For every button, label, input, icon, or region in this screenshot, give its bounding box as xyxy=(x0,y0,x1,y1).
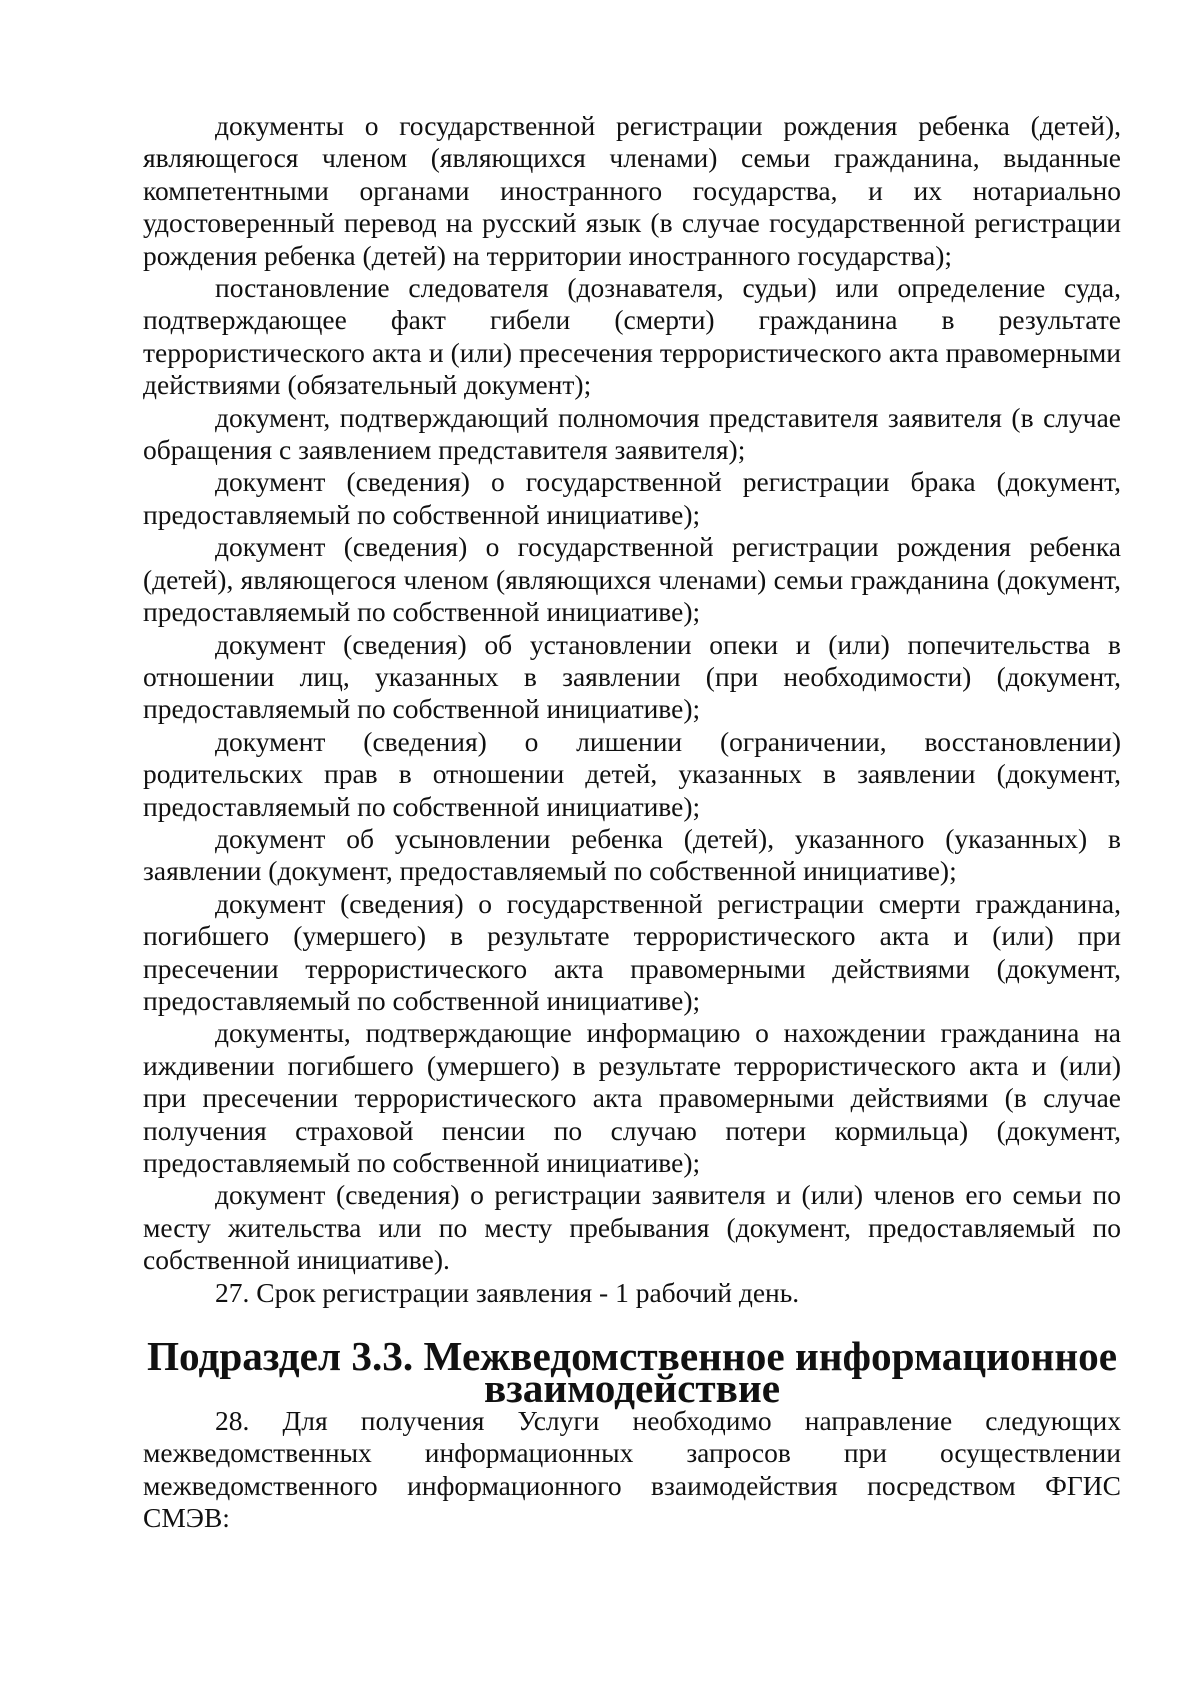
paragraph: документ (сведения) о государственной регистрации брака (документ, предоставляемый по собственной инициативе); xyxy=(143,466,1121,530)
paragraph: документ (сведения) о регистрации заявителя и (или) членов его семьи по месту жительства или по месту пребывания (документ, предоставляемый по собственной инициативе). xyxy=(143,1179,1121,1276)
paragraph: документы, подтверждающие информацию о нахождении гражданина на иждивении погибшего (умершего) в результате террористического акта и (или) при пресечении террористического акта правомерными действиями (в случае получения страховой пенсии по случаю потери кормильца) (документ, предоставляемый по собственной инициативе); xyxy=(143,1017,1121,1178)
paragraph: документ (сведения) о лишении (ограничении, восстановлении) родительских прав в отношении детей, указанных в заявлении (документ, предоставляемый по собственной инициативе); xyxy=(143,725,1121,822)
section-heading: Подраздел 3.3. Межведомственное информационное взаимодействие xyxy=(146,1333,1118,1412)
paragraph: документы о государственной регистрации рождения ребенка (детей), являющегося членом (являющихся членами) семьи гражданина, выданные компетентными органами иностранного государства, и их нотариально удостоверенный перевод на русский язык (в случае государственной регистрации рождения ребенка (детей) на территории иностранного государства); xyxy=(143,110,1121,271)
paragraph: документ (сведения) о государственной регистрации смерти гражданина, погибшего (умершего) в результате террористического акта и (или) при пресечении террористического акта правомерными действиями (документ, предоставляемый по собственной инициативе); xyxy=(143,887,1121,1016)
paragraph: документ, подтверждающий полномочия представителя заявителя (в случае обращения с заявлением представителя заявителя); xyxy=(143,401,1121,466)
paragraph: документ (сведения) о государственной регистрации рождения ребенка (детей), являющегося членом (являющихся членами) семьи гражданина (документ, предоставляемый по собственной инициативе); xyxy=(143,531,1121,628)
paragraph: документ (сведения) об установлении опеки и (или) попечительства в отношении лиц, указанных в заявлении (при необходимости) (документ, предоставляемый по собственной инициативе); xyxy=(143,628,1121,725)
paragraph: постановление следователя (дознавателя, судьи) или определение суда, подтверждающее факт гибели (смерти) гражданина в результате террористического акта и (или) пресечения террористического акта правомерными действиями (обязательный документ); xyxy=(143,272,1121,401)
paragraph: документ об усыновлении ребенка (детей), указанного (указанных) в заявлении (документ, предоставляемый по собственной инициативе); xyxy=(143,822,1121,887)
paragraph: 27. Срок регистрации заявления - 1 рабочий день. xyxy=(215,1276,800,1308)
document-page xyxy=(143,110,1121,1534)
section-paragraph: 28. Для получения Услуги необходимо направление следующих межведомственных информационных запросов при осуществлении межведомственного информационного взаимодействия посредством ФГИС СМЭВ: xyxy=(143,1404,1121,1534)
